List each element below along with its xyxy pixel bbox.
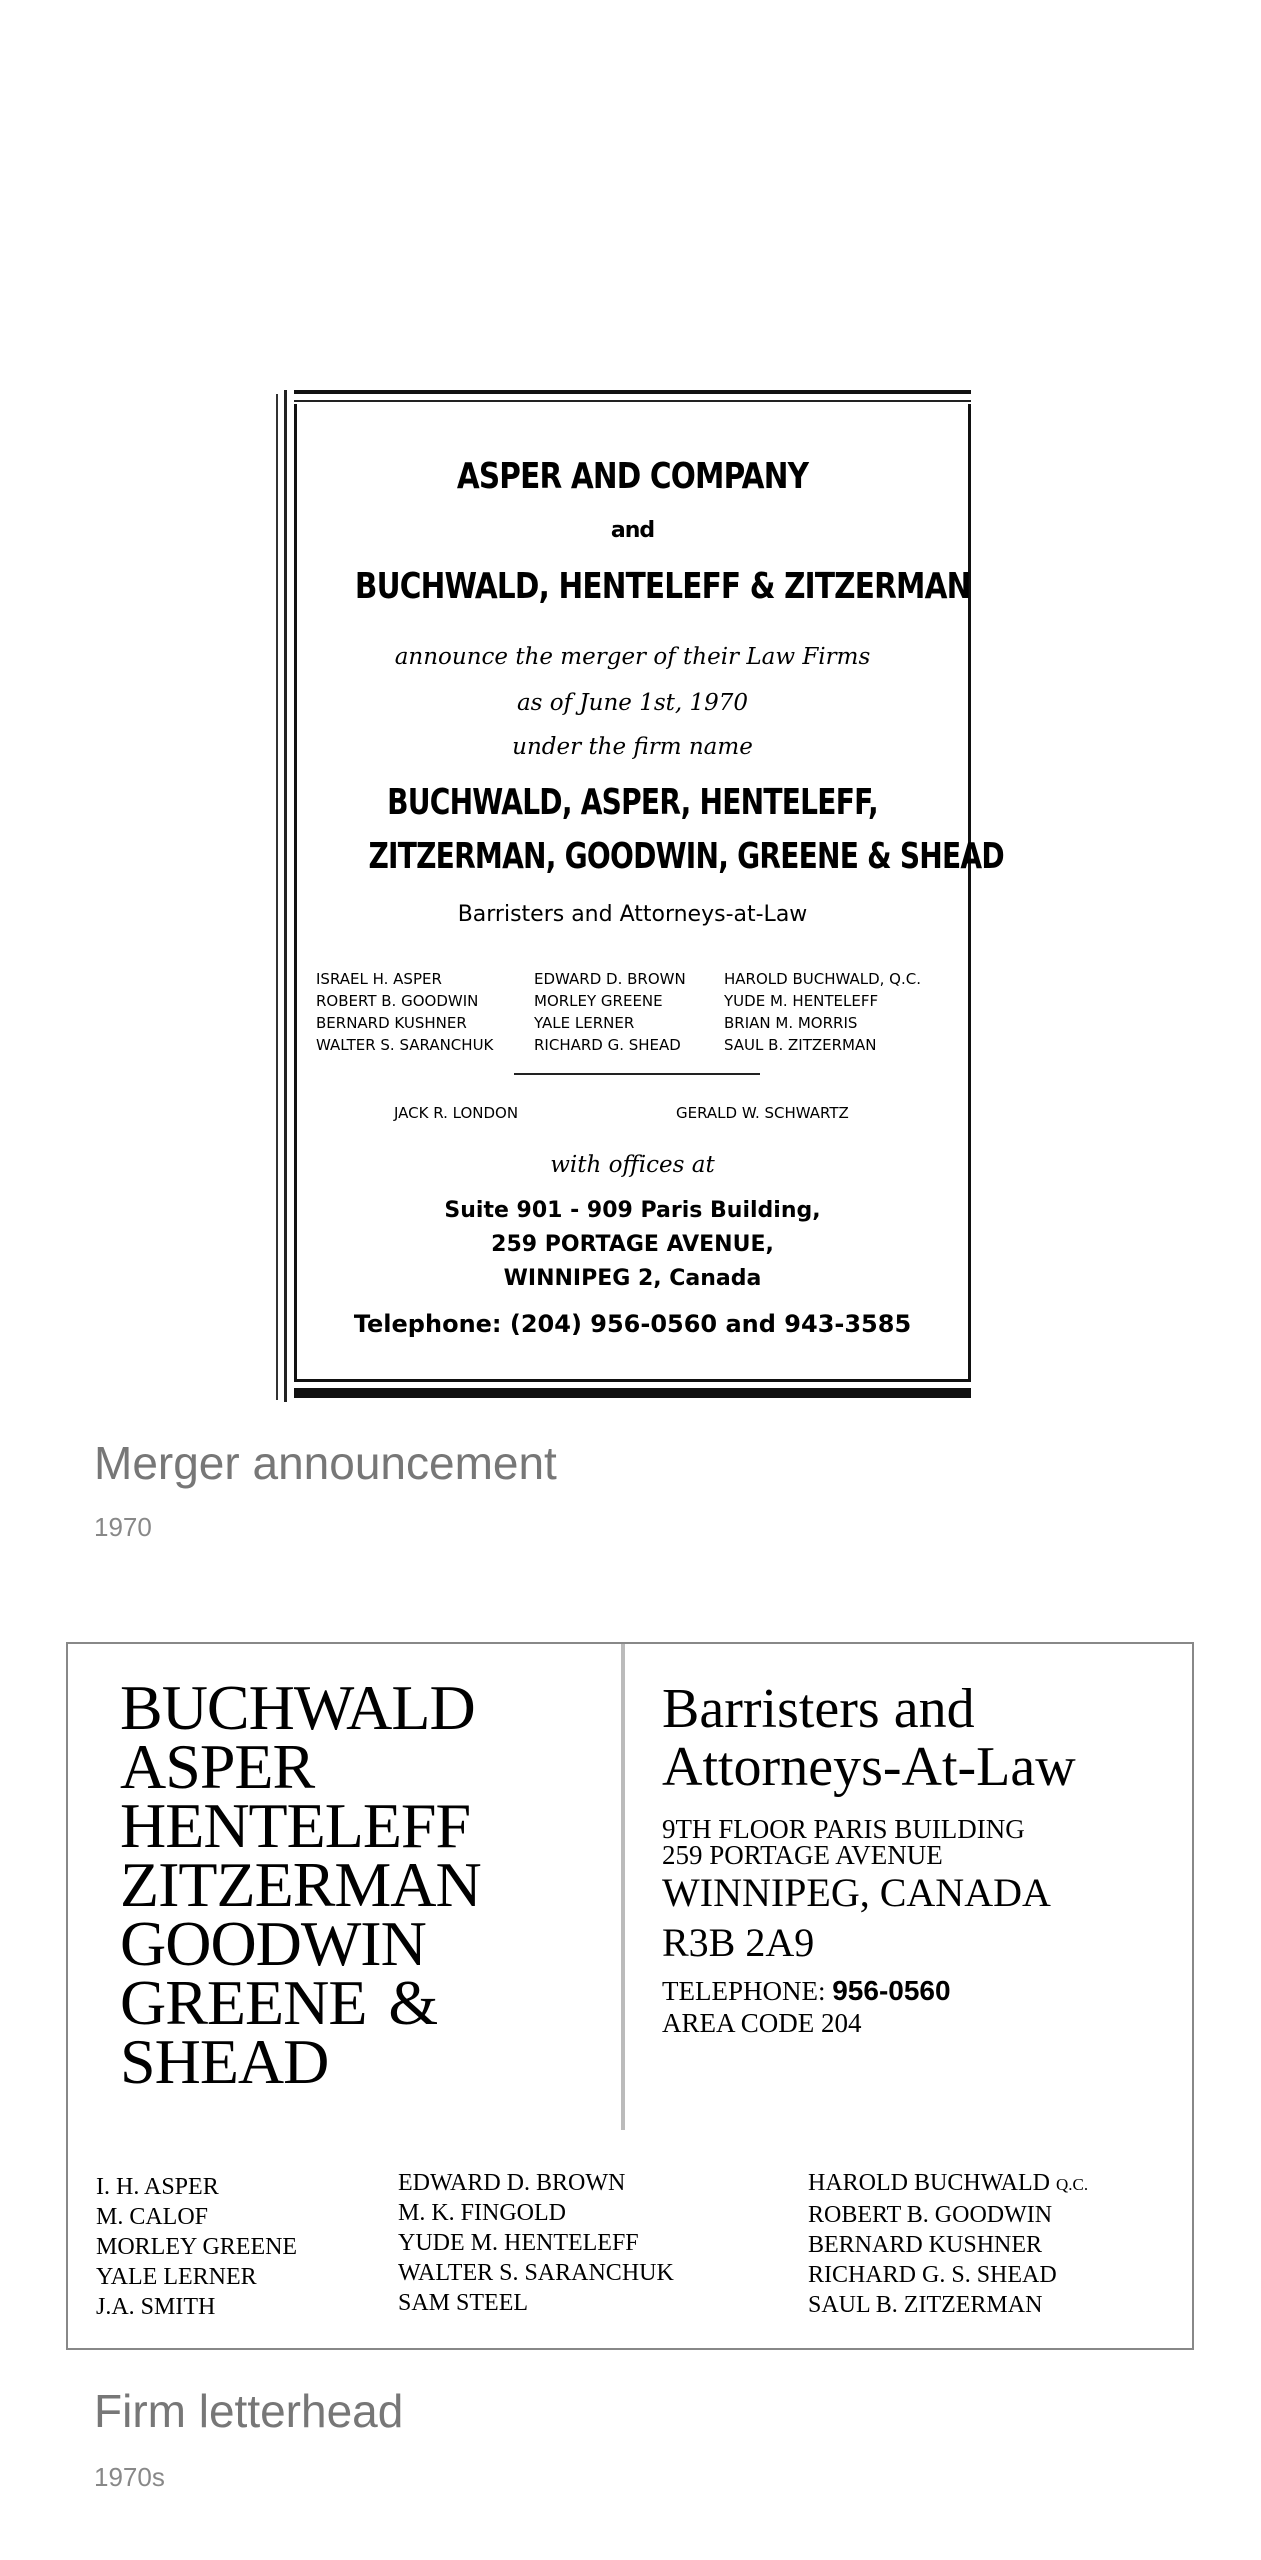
- partner-name: YUDE M. HENTELEFF: [398, 2230, 639, 2256]
- partner-name: YALE LERNER: [96, 2264, 257, 2290]
- caption-date: 1970s: [94, 2462, 165, 2492]
- firm-name-intro: under the firm name: [512, 734, 753, 760]
- partner-column: [534, 968, 686, 1056]
- and-text: and: [610, 518, 655, 543]
- profession-line: Barristers and: [662, 1678, 975, 1740]
- firm-name-line: GREENE: [120, 1967, 367, 2038]
- firm-name-line: ZITZERMAN: [120, 1849, 481, 1920]
- partner-column: [724, 968, 921, 1056]
- associate-name: GERALD W. SCHWARTZ: [676, 1104, 849, 1122]
- partner-name: ROBERT B. GOODWIN: [316, 992, 479, 1010]
- profession-line: Attorneys-At-Law: [662, 1736, 1076, 1798]
- divider-rule: [514, 1073, 760, 1075]
- merger-line: announce the merger of their Law Firms: [394, 644, 871, 670]
- partner-name: I. H. ASPER: [96, 2174, 219, 2200]
- profession-text: Barristers and Attorneys-at-Law: [457, 902, 808, 927]
- date-line: as of June 1st, 1970: [516, 690, 749, 716]
- city-line: WINNIPEG, CANADA: [662, 1870, 1051, 1915]
- partner-column: [398, 2168, 674, 2318]
- partner-name: HAROLD BUCHWALD: [808, 2170, 1050, 2196]
- border-rule: [294, 1388, 971, 1398]
- telephone-line: Telephone: (204) 956-0560 and 943-3585: [353, 1310, 912, 1338]
- address-line: 259 PORTAGE AVENUE: [662, 1840, 943, 1870]
- partner-name: RICHARD G. SHEAD: [534, 1036, 681, 1054]
- merger-announcement-clipping: [272, 390, 1004, 1402]
- firm-letterhead: [66, 1642, 1194, 2350]
- partner-name: ROBERT B. GOODWIN: [808, 2202, 1053, 2228]
- border-rule: [294, 400, 971, 402]
- partner-name: BERNARD KUSHNER: [316, 1014, 467, 1032]
- partner-name: SAUL B. ZITZERMAN: [808, 2292, 1043, 2318]
- partner-name: BERNARD KUSHNER: [808, 2232, 1043, 2258]
- postal-code: R3B 2A9: [662, 1920, 815, 1965]
- partner-name: SAM STEEL: [398, 2290, 529, 2316]
- partner-column: [808, 2168, 1088, 2320]
- partner-column: [96, 2172, 297, 2322]
- ampersand: &: [388, 1967, 438, 2038]
- partner-name: EDWARD D. BROWN: [534, 970, 686, 988]
- partner-name: SAUL B. ZITZERMAN: [724, 1036, 877, 1054]
- caption-title: Merger announcement: [94, 1437, 557, 1489]
- letterhead-firm-name: [120, 1672, 481, 2097]
- partner-name: HAROLD BUCHWALD, Q.C.: [724, 970, 921, 988]
- firm-name-line: SHEAD: [120, 2026, 329, 2097]
- address-line2: 259 PORTAGE AVENUE,: [491, 1232, 774, 1257]
- partner-name: WALTER S. SARANCHUK: [398, 2260, 674, 2286]
- qc-suffix: Q.C.: [1056, 2175, 1089, 2194]
- new-firm-name-line1: BUCHWALD, ASPER, HENTELEFF,: [387, 782, 878, 823]
- partner-name: YUDE M. HENTELEFF: [724, 992, 879, 1010]
- border-rule: [284, 390, 287, 1402]
- partner-name: BRIAN M. MORRIS: [724, 1014, 858, 1032]
- caption-title: Firm letterhead: [94, 2385, 404, 2437]
- partner-name: M. CALOF: [96, 2204, 209, 2230]
- caption-date: 1970: [94, 1512, 152, 1542]
- telephone-number: 956-0560: [832, 1975, 951, 2006]
- partner-name: MORLEY GREENE: [96, 2234, 298, 2260]
- partner-name: MORLEY GREENE: [534, 992, 663, 1010]
- vertical-divider: [621, 1644, 625, 2130]
- new-firm-name-line2: ZITZERMAN, GOODWIN, GREENE & SHEAD: [368, 836, 1004, 877]
- area-code: AREA CODE 204: [662, 2008, 862, 2038]
- border-rule: [294, 390, 971, 394]
- address-line: 9TH FLOOR PARIS BUILDING: [662, 1814, 1025, 1844]
- offices-intro: with offices at: [550, 1152, 715, 1178]
- firm-name-line: GOODWIN: [120, 1908, 426, 1979]
- address-line3: WINNIPEG 2, Canada: [503, 1266, 762, 1291]
- firm-name-line: BUCHWALD: [120, 1672, 475, 1743]
- firm-name-buchwald: BUCHWALD, HENTELEFF & ZITZERMAN: [354, 566, 971, 607]
- partner-name: WALTER S. SARANCHUK: [316, 1036, 494, 1054]
- border-rule: [276, 394, 278, 1400]
- address-line1: Suite 901 - 909 Paris Building,: [444, 1198, 821, 1223]
- firm-name-line: ASPER: [120, 1731, 315, 1802]
- partner-name: RICHARD G. S. SHEAD: [808, 2262, 1057, 2288]
- partner-name: M. K. FINGOLD: [398, 2200, 566, 2226]
- partner-name: ISRAEL H. ASPER: [316, 970, 442, 988]
- partner-name: YALE LERNER: [534, 1014, 635, 1032]
- firm-name-line: HENTELEFF: [120, 1790, 471, 1861]
- telephone-label: TELEPHONE:: [662, 1976, 826, 2006]
- partner-column: [316, 968, 493, 1056]
- partner-name: EDWARD D. BROWN: [398, 2170, 626, 2196]
- letterhead-contact: [662, 1680, 1076, 2036]
- firm-name-asper: ASPER AND COMPANY: [456, 456, 809, 497]
- partner-name: J.A. SMITH: [96, 2294, 216, 2320]
- associate-name: JACK R. LONDON: [394, 1104, 519, 1122]
